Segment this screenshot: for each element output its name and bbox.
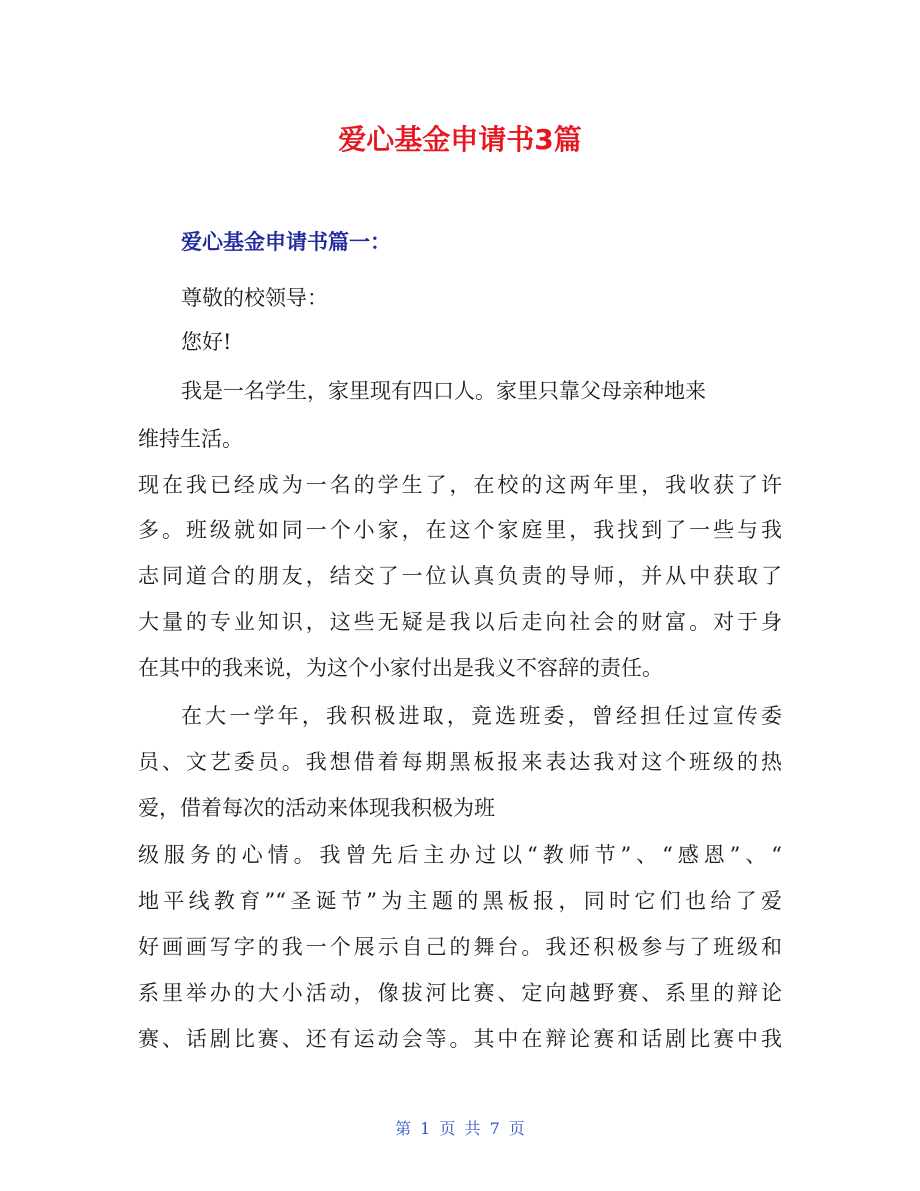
page-footer: 第 1 页 共 7 页 [395, 1119, 525, 1138]
paragraph-line: 多。班级就如同一个小家，在这个家庭里，我找到了一些与我 [138, 518, 782, 542]
paragraph-line: 志同道合的朋友，结交了一位认真负责的导师，并从中获取了 [138, 564, 782, 588]
section-heading: 爱心基金申请书篇一： [181, 230, 391, 254]
paragraph-line: 员、文艺委员。我想借着每期黑板报来表达我对这个班级的热 [138, 750, 782, 774]
paragraph-line: 级服务的心情。我曾先后主办过以“教师节”、“感恩”、“ [138, 843, 782, 867]
paragraph-line: 好画画写字的我一个展示自己的舞台。我还积极参与了班级和 [138, 935, 782, 959]
document-title: 爱心基金申请书3篇 [338, 123, 582, 156]
paragraph-line: 在大一学年，我积极进取，竟选班委，曾经担任过宣传委 [181, 704, 782, 728]
paragraph-line: 我是一名学生，家里现有四口人。家里只靠父母亲种地来 [181, 379, 706, 403]
greeting-line: 您好! [181, 330, 232, 354]
paragraph-line: 爱，借着每次的活动来体现我积极为班 [138, 796, 495, 820]
salutation-line: 尊敬的校领导： [181, 286, 328, 310]
paragraph-line: 大量的专业知识，这些无疑是我以后走向社会的财富。对于身 [138, 610, 782, 634]
paragraph-line: 系里举办的大小活动，像拔河比赛、定向越野赛、系里的辩论 [138, 981, 782, 1005]
paragraph-line: 维持生活。 [138, 427, 243, 451]
paragraph-line: 赛、话剧比赛、还有运动会等。其中在辩论赛和话剧比赛中我 [138, 1027, 782, 1051]
paragraph-line: 地平线教育”“圣诞节”为主题的黑板报，同时它们也给了爱 [138, 889, 782, 913]
paragraph-line: 在其中的我来说，为这个小家付出是我义不容辞的责任。 [138, 656, 663, 680]
paragraph-line: 现在我已经成为一名的学生了，在校的这两年里，我收获了许 [138, 473, 782, 497]
